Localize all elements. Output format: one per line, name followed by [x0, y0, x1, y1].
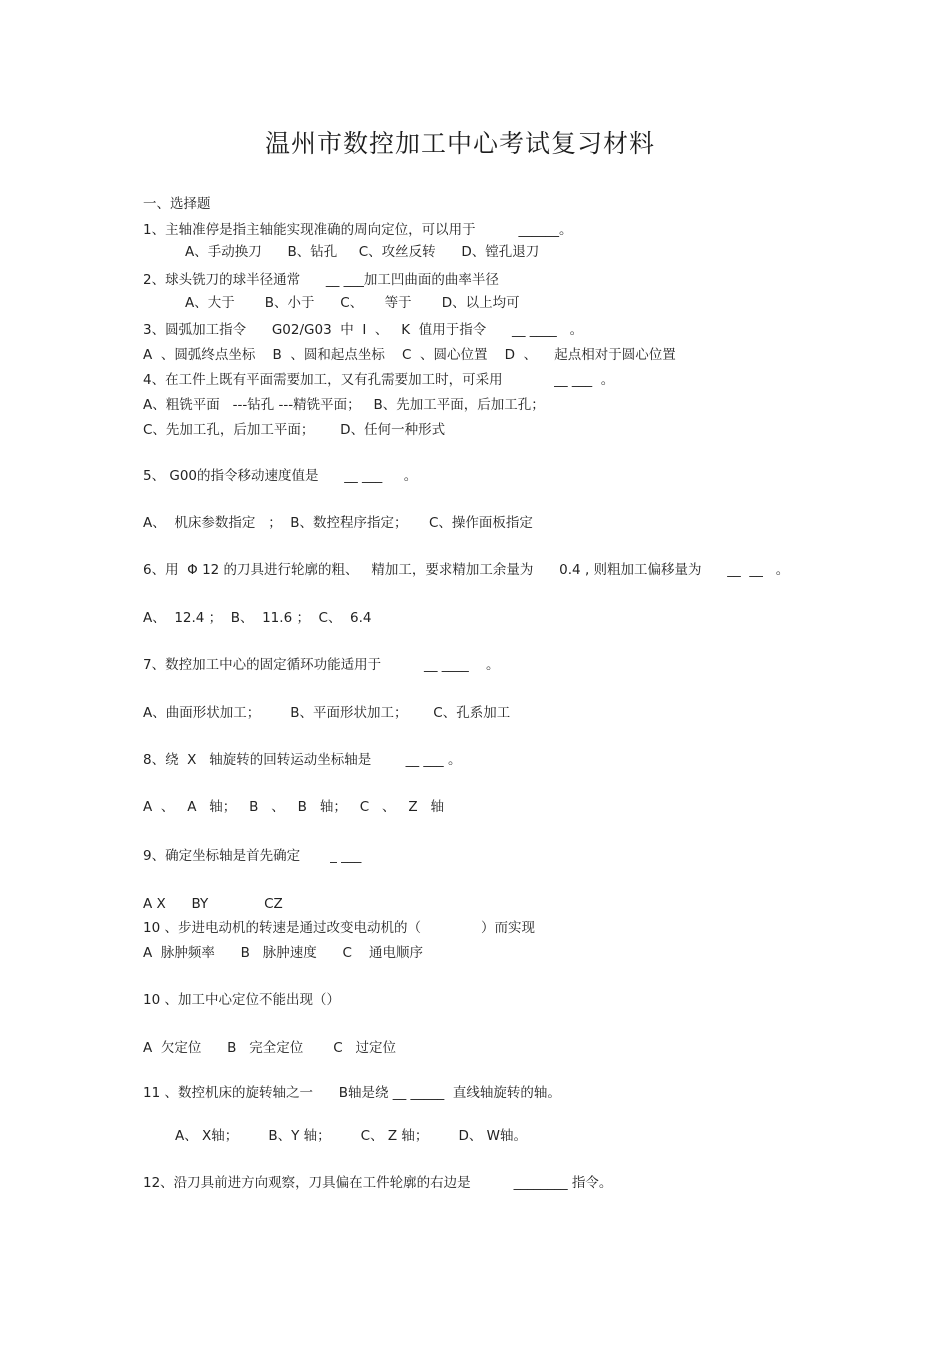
question-5: 5、 G00的指令移动速度值是 __ ___ 。 [143, 468, 418, 484]
question-10b-options: A 欠定位 B 完全定位 C 过定位 [143, 1040, 397, 1056]
question-1: 1、主轴准停是指主轴能实现准确的周向定位，可以用于 ______。 [143, 222, 573, 238]
question-8: 8、绕 X 轴旋转的回转运动坐标轴是 __ ___ 。 [143, 752, 462, 768]
question-5-options: A、 机床参数指定 ； B、数控程序指定； C、操作面板指定 [143, 515, 533, 531]
question-3-options: A 、圆弧终点坐标 B 、圆和起点坐标 C 、圆心位置 D 、 起点相对于圆心位置 [143, 347, 676, 363]
question-11: 11 、数控机床的旋转轴之一 B轴是绕 __ _____ 直线轴旋转的轴。 [143, 1085, 561, 1101]
question-10a: 10 、步进电动机的转速是通过改变电动机的（ ）而实现 [143, 920, 536, 936]
question-2: 2、球头铣刀的球半径通常 __ ___加工凹曲面的曲率半径 [143, 272, 499, 288]
question-9-options: A X BY CZ [143, 896, 283, 912]
question-4: 4、在工件上既有平面需要加工，又有孔需要加工时，可采用 __ ___ 。 [143, 372, 615, 388]
question-4-options-b: C、先加工孔，后加工平面； D、任何一种形式 [143, 422, 446, 438]
question-6-options: A、 12.4 ； B、 11.6 ； C、 6.4 [143, 610, 372, 626]
question-10a-options: A 脉肿频率 B 脉肿速度 C 通电顺序 [143, 945, 424, 961]
question-1-options: A、手动换刀 B、钻孔 C、攻丝反转 D、镗孔退刀 [185, 244, 540, 260]
question-7-options: A、曲面形状加工； B、平面形状加工； C、孔系加工 [143, 705, 511, 721]
question-9: 9、确定坐标轴是首先确定 _ ___ [143, 848, 362, 864]
question-12: 12、沿刀具前进方向观察，刀具偏在工件轮廓的右边是 ________ 指令。 [143, 1175, 613, 1191]
question-11-options: A、 X轴； B、Y 轴； C、 Z 轴； D、 W轴。 [175, 1128, 527, 1144]
question-4-options-a: A、粗铣平面 ---钻孔 ---精铣平面； B、先加工平面，后加工孔； [143, 397, 545, 413]
question-10b: 10 、加工中心定位不能出现（） [143, 992, 340, 1008]
question-3: 3、圆弧加工指令 G02/G03 中 I 、 K 值用于指令 __ ____ 。 [143, 322, 584, 338]
document-title: 温州市数控加工中心考试复习材料 [264, 129, 655, 158]
question-6: 6、用 Φ 12 的刀具进行轮廓的粗、 精加工，要求精加工余量为 0.4 , 则粗加工偏移量为 __ __ 。 [143, 562, 790, 578]
section-heading: 一、选择题 [143, 196, 211, 212]
question-2-options: A、大于 B、小于 C、 等于 D、以上均可 [185, 295, 520, 311]
question-8-options: A 、 A 轴； B 、 B 轴； C 、 Z 轴 [143, 799, 444, 815]
question-7: 7、数控加工中心的固定循环功能适用于 __ ____ 。 [143, 657, 500, 673]
